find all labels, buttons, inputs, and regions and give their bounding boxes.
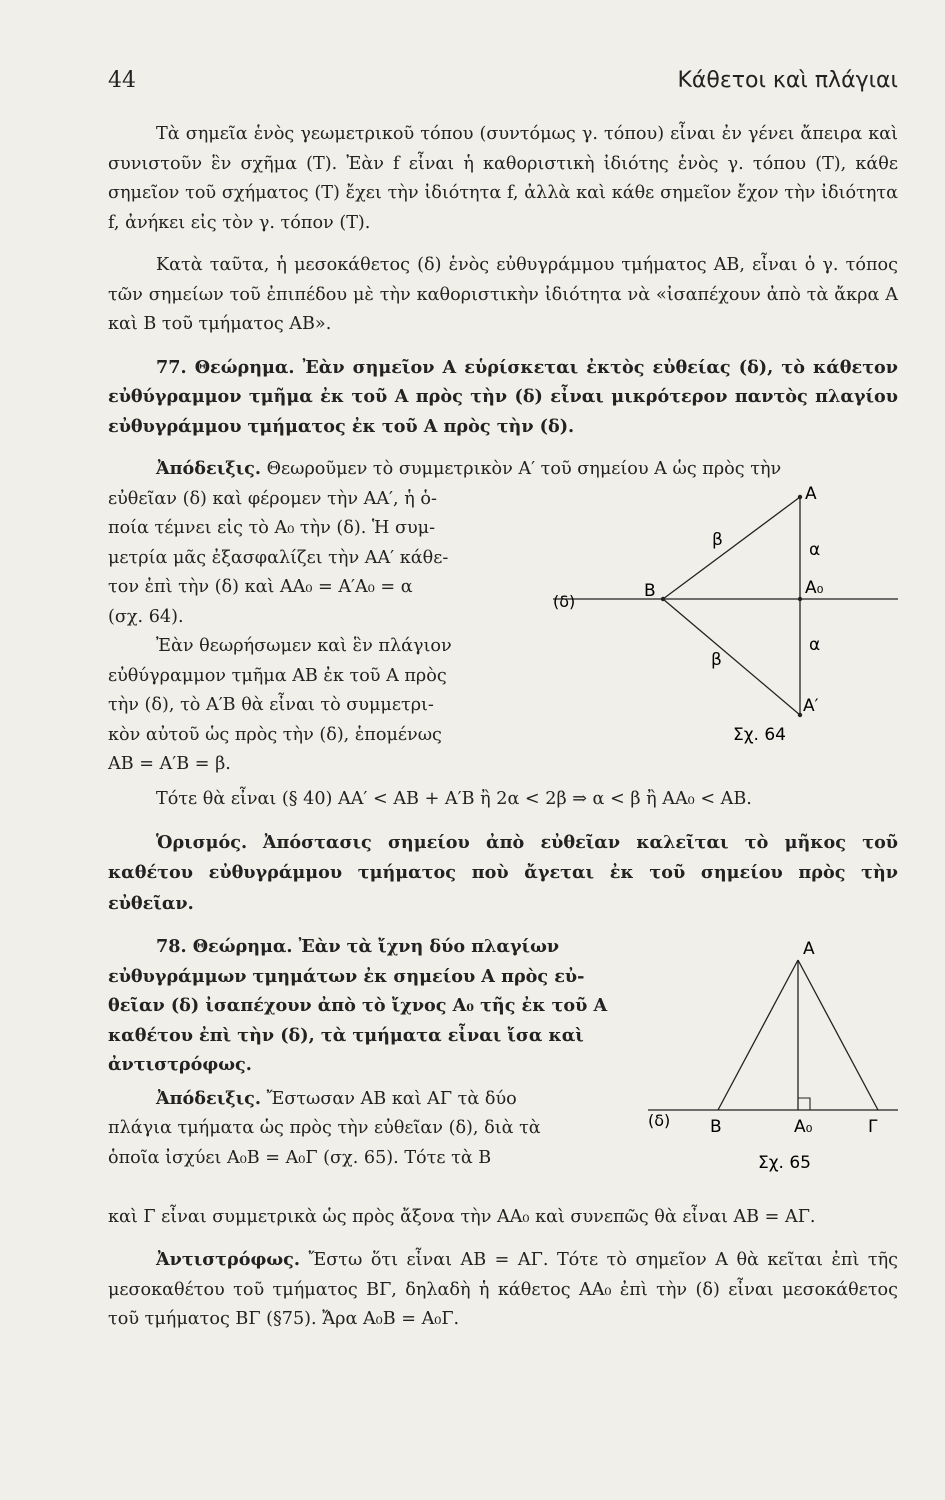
theorem-78-line: καθέτου ἐπὶ τὴν (δ), τὰ τμήματα εἶναι ἴσα καὶ <box>108 1024 584 1046</box>
theorem-77-statement: 77. Θεώρημα. Ἐὰν σημεῖον Α εὑρίσκεται ἐκτὸς εὐθείας (δ), τὸ κάθετον εὐθύγραμμον τμῆμα ἐκ τοῦ Α πρὸς τὴν (δ) εἶναι μικρότερον παντὸς πλαγίου εὐθυγράμμου τμήματος ἐκ τοῦ Α πρὸς τὴν (δ). <box>108 356 898 437</box>
label-A1: A′ <box>803 695 819 716</box>
proof-line: (σχ. 64). <box>108 606 184 627</box>
page-number: 44 <box>108 68 136 93</box>
theorem-78-proof-line: ὁποῖα ἰσχύει Α₀Β = Α₀Γ (σχ. 65). Τότε τὰ Β <box>108 1147 492 1168</box>
label-delta: (δ) <box>553 591 576 611</box>
segment-AB <box>663 497 800 599</box>
proof-line: μετρία μᾶς ἐξασφαλίζει τὴν ΑΑ′ κάθε- <box>108 547 449 568</box>
theorem-77-proof-first-line <box>108 454 898 485</box>
label-alpha-lower: α <box>809 634 821 655</box>
theorem-78-line: θεῖαν (δ) ἰσαπέχουν ἀπὸ τὸ ἴχνος Α₀ τῆς ἐκ τοῦ Α <box>108 995 608 1016</box>
proof-line: εὐθεῖαν (δ) καὶ φέρομεν τὴν ΑΑ′, ἡ ὁ- <box>108 488 437 509</box>
segment-A1B <box>663 599 800 715</box>
label-G: Γ <box>868 1117 878 1137</box>
proof-line: εὐθύγραμμον τμῆμα ΑΒ ἐκ τοῦ Α πρὸς <box>108 665 447 686</box>
label-A: A <box>805 484 817 504</box>
converse-text: Ἔστω ὅτι εἶναι ΑΒ = ΑΓ. Τότε τὸ σημεῖον Α θὰ κεῖται ἐπὶ τῆς μεσοκαθέτου τοῦ τμήματος ΒΓ, δηλαδὴ ἡ κάθετος ΑΑ₀ ἐπὶ τὴν (δ) εἶναι μεσοκάθετος τοῦ τμήματος ΒΓ (§75). Ἄρα Α₀Β = Α₀Γ. <box>108 1250 898 1329</box>
theorem-78-proof-line: πλάγια τμήματα ὡς πρὸς τὴν εὐθεῖαν (δ), διὰ τὰ <box>108 1118 541 1138</box>
figure-64 <box>523 485 898 786</box>
theorem-78-proof-rest: καὶ Γ εἶναι συμμετρικὰ ὡς πρὸς ἄξονα τὴν ΑΑ₀ καὶ συνεπῶς θὰ εἶναι ΑΒ = ΑΓ. <box>108 1206 816 1227</box>
point-A1 <box>798 712 802 716</box>
theorem-78-text-column <box>108 932 628 1173</box>
proof-line: Ἐὰν θεωρήσωμεν καὶ ἓν πλάγιον <box>156 636 452 656</box>
running-title: Κάθετοι καὶ πλάγιαι <box>677 68 898 93</box>
label-A: A <box>803 939 815 959</box>
segment-AB <box>718 960 798 1110</box>
figure-65-caption: Σχ. 65 <box>758 1153 812 1173</box>
proof-text: Θεωροῦμεν τὸ συμμετρικὸν Α′ τοῦ σημείου Α ὡς πρὸς τὴν <box>266 459 782 479</box>
proof-line: τὴν (δ), τὸ Α′Β θὰ εἶναι τὸ συμμετρι- <box>108 695 434 715</box>
proof-heading: Ἀπόδειξις. <box>156 458 261 479</box>
theorem-78-proof-line <box>108 1084 628 1115</box>
theorem-78-with-figure <box>108 932 898 1203</box>
segment-AG <box>798 960 878 1110</box>
theorem-77-proof-with-figure <box>108 485 898 786</box>
definition-text: Ἀπόστασις σημείου ἀπὸ εὐθεῖαν καλεῖται τὸ μῆκος τοῦ καθέτου εὐθυγράμμου τμήματος ποὺ ἄγεται ἐκ τοῦ σημείου πρὸς τὴν εὐθεῖαν. <box>108 831 899 914</box>
label-B: B <box>644 580 656 601</box>
label-alpha-upper: α <box>809 539 821 560</box>
page-body <box>108 120 898 1335</box>
definition <box>108 828 898 920</box>
label-A0: A₀ <box>805 577 824 598</box>
point-B <box>661 596 665 600</box>
intro-paragraph-1: Τὰ σημεῖα ἑνὸς γεωμετρικοῦ τόπου (συντόμως γ. τόπου) εἶναι ἐν γένει ἄπειρα καὶ συνιστοῦν ἓν σχῆμα (Τ). Ἐὰν f εἶναι ἡ καθοριστικὴ ἰδιότης ἑνὸς γ. τόπου (Τ), κάθε σημεῖον τοῦ σχήματος (Τ) ἔχει τὴν ἰδιότητα f, ἀλλὰ καὶ κάθε σημεῖον ἔχον τὴν ἰδιότητα f, ἀνήκει εἰς τὸν γ. τόπον (Τ). <box>108 124 898 233</box>
figure-65-diagram <box>628 932 898 1192</box>
theorem-78-line: ἀντιστρόφως. <box>108 1054 252 1075</box>
figure-64-diagram <box>523 485 898 775</box>
theorem-78-line: 78. Θεώρημα. Ἐὰν τὰ ἴχνη δύο πλαγίων <box>156 936 560 957</box>
theorem-78-converse <box>108 1245 898 1335</box>
proof-line: ποία τέμνει εἰς τὸ Α₀ τὴν (δ). Ἡ συμ- <box>108 518 436 538</box>
label-B: B <box>710 1117 722 1137</box>
proof-line: κὸν αὐτοῦ ὡς πρὸς τὴν (δ), ἑπομένως <box>108 724 442 745</box>
figure-64-caption: Σχ. 64 <box>733 724 787 745</box>
theorem-77-conclusion: Τότε θὰ εἶναι (§ 40) ΑΑ′ < ΑΒ + Α′Β ἢ 2α < 2β ⇒ α < β ἢ ΑΑ₀ < ΑΒ. <box>156 789 752 809</box>
proof-text-column <box>108 485 523 780</box>
label-beta-lower: β <box>711 649 722 670</box>
theorem-78-line: εὐθυγράμμων τμημάτων ἐκ σημείου Α πρὸς εὐ- <box>108 965 585 987</box>
definition-heading: Ὁρισμός. <box>156 831 248 853</box>
label-A0: A₀ <box>794 1117 813 1137</box>
point-A0 <box>798 596 802 600</box>
point-A <box>798 494 802 498</box>
label-beta-upper: β <box>712 529 723 550</box>
proof-heading: Ἀπόδειξις. <box>156 1087 261 1109</box>
proof-text: Ἔστωσαν ΑΒ καὶ ΑΓ τὰ δύο <box>266 1088 517 1109</box>
intro-paragraph-2: Κατὰ ταῦτα, ἡ μεσοκάθετος (δ) ἑνὸς εὐθυγράμμου τμήματος ΑΒ, εἶναι ὁ γ. τόπος τῶν σημείων τοῦ ἐπιπέδου μὲ τὴν καθοριστικὴν ἰδιότητα νὰ «ἰσαπέχουν ἀπὸ τὰ ἄκρα Α καὶ Β τοῦ τμήματος ΑΒ». <box>108 255 898 334</box>
label-delta: (δ) <box>648 1111 671 1130</box>
converse-heading: Ἀντιστρόφως. <box>156 1249 300 1270</box>
figure-65 <box>628 932 898 1203</box>
right-angle-mark <box>798 1098 810 1110</box>
page-header <box>108 68 898 102</box>
proof-line: ΑΒ = Α′Β = β. <box>108 754 231 774</box>
proof-line: τον ἐπὶ τὴν (δ) καὶ ΑΑ₀ = Α′Α₀ = α <box>108 577 413 597</box>
